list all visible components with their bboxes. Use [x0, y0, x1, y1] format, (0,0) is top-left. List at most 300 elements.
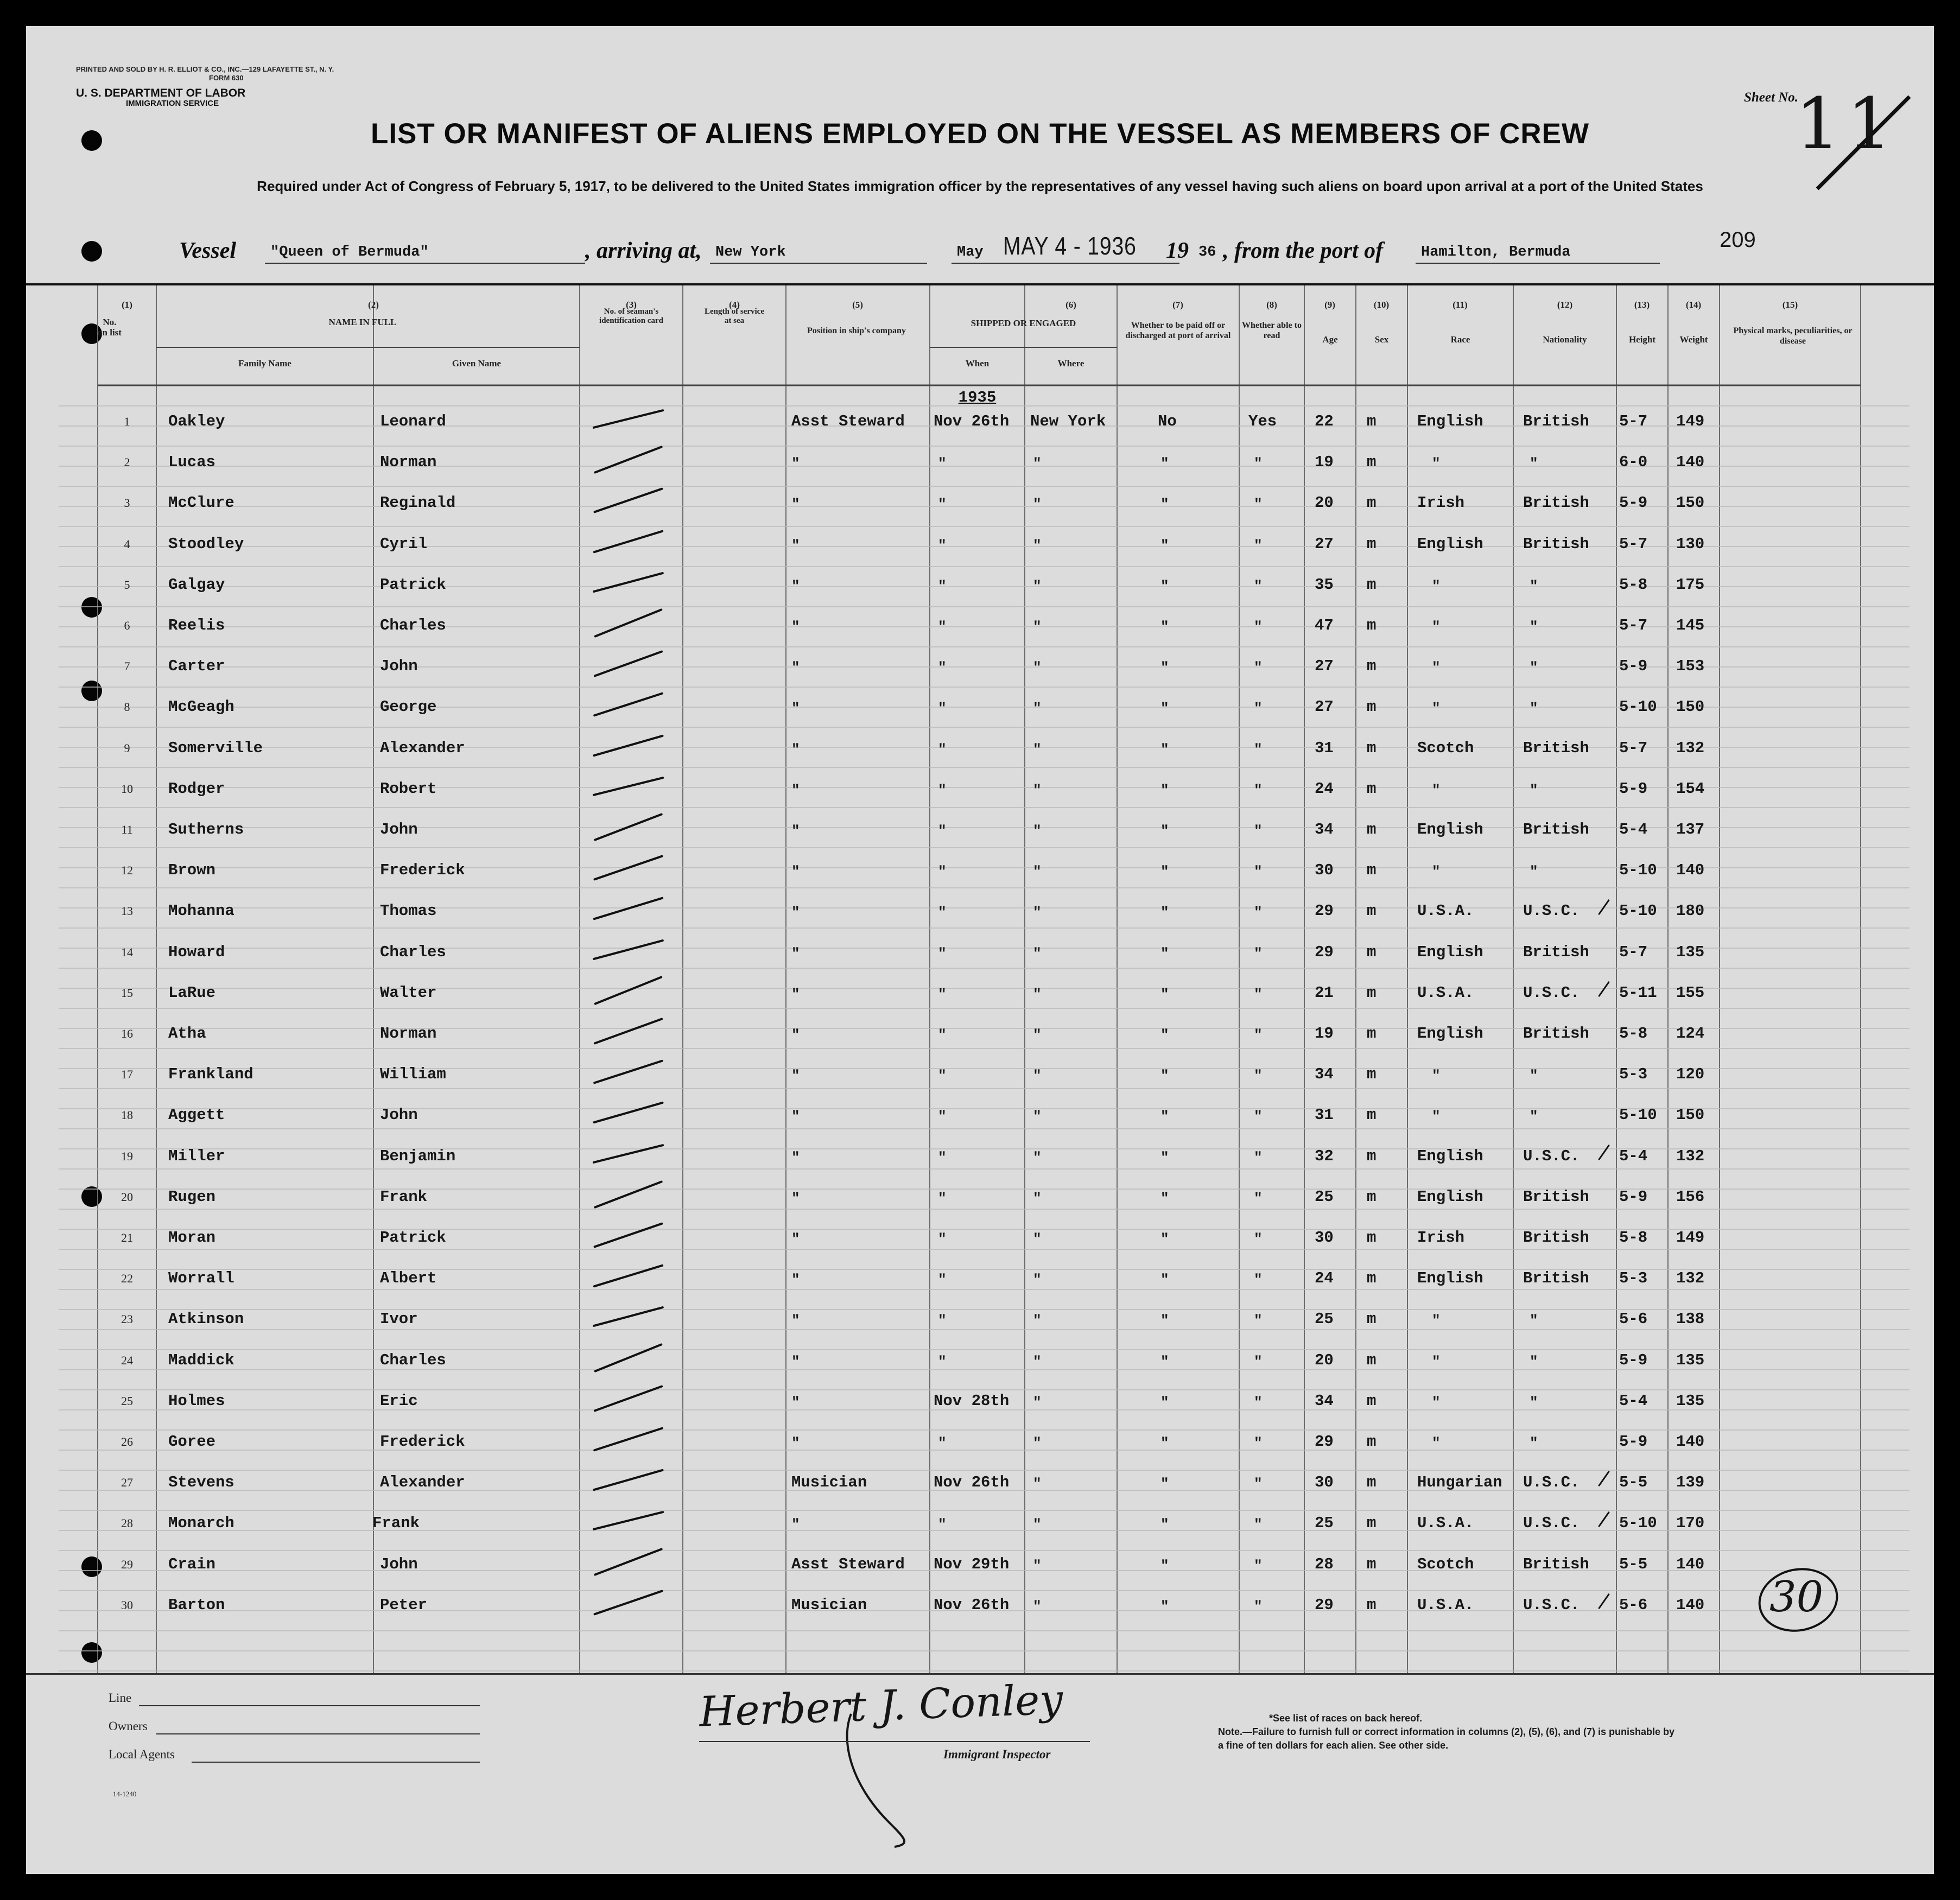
weight-cell: 149 [1676, 1229, 1705, 1247]
race-cell: " [1432, 1394, 1441, 1410]
when-cell: " [938, 1027, 947, 1043]
read-cell: " [1254, 945, 1263, 962]
age-cell: 47 [1315, 617, 1334, 634]
paid-off-cell: " [1160, 1312, 1169, 1329]
weight-cell: 120 [1676, 1065, 1705, 1084]
family-name-cell: LaRue [168, 983, 216, 1002]
family-name-cell: Somerville [168, 739, 263, 757]
height-cell: 5-9 [1619, 494, 1648, 512]
footer-form-code: 14-1240 [113, 1790, 137, 1798]
agents-underline [192, 1762, 480, 1763]
weight-cell: 180 [1676, 902, 1705, 920]
paid-off-cell: " [1160, 1476, 1169, 1492]
when-cell: " [938, 1190, 947, 1206]
sex-cell: m [1367, 1391, 1377, 1410]
paid-off-cell: " [1160, 741, 1169, 758]
when-cell: " [938, 986, 947, 1002]
height-cell: 5-11 [1619, 983, 1657, 1002]
weight-cell: 154 [1676, 779, 1705, 798]
nationality-cell: British [1523, 1025, 1589, 1043]
row-number: 5 [124, 577, 130, 592]
where-cell: " [1033, 1516, 1042, 1533]
agents-label: Local Agents [109, 1748, 175, 1761]
position-cell: " [791, 1394, 800, 1410]
row-number: 12 [121, 863, 133, 878]
col-id-card: No. of seaman's identification card [599, 307, 663, 325]
position-cell: " [791, 823, 800, 839]
when-cell: " [938, 455, 947, 472]
col-race: Race [1450, 334, 1470, 345]
family-name-cell: Galgay [168, 575, 225, 594]
family-name-cell: Oakley [168, 412, 225, 430]
where-cell: " [1033, 619, 1042, 635]
when-cell: " [938, 945, 947, 962]
height-cell: 5-7 [1619, 535, 1648, 553]
position-cell: Asst Steward [791, 412, 905, 430]
where-cell: " [1033, 986, 1042, 1002]
when-cell: " [938, 781, 947, 798]
department-name: U. S. DEPARTMENT OF LABOR [76, 87, 246, 99]
where-cell: " [1033, 1476, 1042, 1492]
nationality-cell: " [1530, 659, 1538, 676]
row-number: 16 [121, 1027, 133, 1040]
read-cell: " [1254, 1557, 1263, 1574]
read-cell: " [1254, 1598, 1263, 1615]
paid-off-cell: " [1160, 781, 1169, 798]
sex-cell: m [1367, 453, 1377, 472]
nationality-cell: British [1523, 821, 1589, 838]
when-cell: Nov 28th [934, 1391, 1010, 1410]
column-number: (10) [1373, 300, 1390, 310]
when-cell: " [938, 619, 947, 635]
height-cell: 5-10 [1619, 1106, 1657, 1124]
age-cell: 31 [1315, 739, 1334, 757]
weight-cell: 132 [1676, 739, 1705, 757]
row-number: 22 [121, 1272, 133, 1286]
position-cell: " [791, 1435, 800, 1451]
nationality-cell: U.S.C. [1523, 1514, 1580, 1533]
race-cell: " [1432, 1312, 1441, 1329]
weight-cell: 150 [1676, 698, 1705, 716]
given-name-cell: Thomas [380, 902, 437, 920]
where-cell: " [1033, 741, 1042, 758]
col-no-on-list: No. on list [98, 317, 122, 338]
family-name-cell: Atkinson [168, 1310, 244, 1329]
nationality-cell: " [1530, 1394, 1538, 1410]
row-number: 11 [121, 823, 133, 836]
paid-off-cell: " [1160, 986, 1169, 1002]
height-cell: 5-7 [1619, 943, 1648, 961]
paid-off-cell: " [1160, 1108, 1169, 1125]
when-cell: " [938, 577, 947, 594]
sex-cell: m [1367, 1351, 1377, 1369]
sex-cell: m [1367, 1310, 1377, 1329]
sex-cell: m [1367, 494, 1377, 512]
family-name-cell: Moran [168, 1229, 216, 1247]
family-name-cell: Carter [168, 657, 225, 676]
arriving-label: , arriving at, [585, 238, 702, 263]
given-name-cell: Benjamin [380, 1147, 456, 1165]
when-cell: " [938, 863, 947, 880]
inspector-signature: Herbert J. Conley [698, 1675, 1064, 1736]
weight-cell: 170 [1676, 1514, 1705, 1533]
row-number: 14 [121, 945, 133, 959]
race-cell: Scotch [1417, 1555, 1474, 1573]
where-cell: " [1033, 863, 1042, 880]
race-cell: Irish [1417, 494, 1465, 512]
paid-off-cell: " [1160, 1435, 1169, 1451]
when-cell: " [938, 823, 947, 839]
races-note: *See list of races on back hereof. [1269, 1713, 1423, 1724]
footer-note [1218, 1712, 1679, 1752]
age-cell: 25 [1315, 1187, 1334, 1206]
age-cell: 29 [1315, 1433, 1334, 1451]
given-name-cell: John [380, 821, 418, 838]
given-name-cell: Frederick [380, 1433, 465, 1451]
position-cell: Asst Steward [791, 1555, 905, 1573]
family-name-cell: Goree [168, 1433, 216, 1451]
where-cell: " [1033, 1557, 1042, 1574]
when-cell: " [938, 904, 947, 921]
family-name-cell: Frankland [168, 1065, 253, 1084]
height-cell: 5-9 [1619, 1433, 1648, 1451]
footer-top-rule [26, 1673, 1934, 1675]
weight-cell: 175 [1676, 575, 1705, 594]
paid-off-cell: " [1160, 1149, 1169, 1166]
given-name-cell: Norman [380, 1025, 437, 1043]
signer-title: Immigrant Inspector [943, 1748, 1051, 1761]
height-cell: 5-3 [1619, 1065, 1648, 1084]
row-number: 6 [124, 619, 130, 632]
total-count: 30 [1769, 1573, 1824, 1622]
row-number: 30 [121, 1598, 133, 1612]
where-cell: " [1033, 1272, 1042, 1288]
sheet-number: 11 [1796, 82, 1899, 165]
race-cell: " [1432, 455, 1441, 472]
sex-cell: m [1367, 1229, 1377, 1247]
nationality-cell: British [1523, 1229, 1589, 1247]
weight-cell: 153 [1676, 657, 1705, 676]
row-number: 3 [124, 496, 130, 510]
when-cell: Nov 26th [934, 1596, 1010, 1614]
vessel-name: "Queen of Bermuda" [270, 244, 429, 260]
read-cell: " [1254, 1190, 1263, 1206]
nationality-cell: " [1530, 1312, 1538, 1329]
race-cell: " [1432, 700, 1441, 717]
race-cell: " [1432, 659, 1441, 676]
age-cell: 24 [1315, 779, 1334, 798]
read-cell: " [1254, 781, 1263, 798]
read-cell: " [1254, 659, 1263, 676]
nationality-cell: British [1523, 412, 1589, 430]
given-name-cell: John [380, 1555, 418, 1573]
row-number: 29 [121, 1557, 133, 1571]
signature-underline [699, 1741, 1090, 1742]
nationality-cell: British [1523, 943, 1589, 961]
column-number: (1) [122, 300, 132, 310]
paid-off-cell: " [1160, 863, 1169, 880]
row-number: 26 [121, 1435, 133, 1448]
nationality-cell: British [1523, 494, 1589, 512]
form-title: LIST OR MANIFEST OF ALIENS EMPLOYED ON THE VESSEL AS MEMBERS OF CREW [370, 118, 1590, 150]
paid-off-cell: " [1160, 619, 1169, 635]
given-name-cell: Albert [380, 1269, 437, 1288]
age-cell: 29 [1315, 943, 1334, 961]
row-number: 2 [124, 455, 130, 469]
row-number: 17 [121, 1067, 133, 1082]
position-cell: " [791, 1027, 800, 1043]
given-name-cell: Charles [380, 617, 446, 634]
paid-off-cell: " [1160, 1557, 1169, 1574]
nationality-cell: " [1530, 577, 1538, 594]
race-cell: U.S.A. [1417, 902, 1474, 920]
where-cell: " [1033, 1598, 1042, 1615]
paid-off-cell: No [1158, 412, 1177, 430]
col-sex: Sex [1374, 334, 1389, 345]
penalty-note: Note.—Failure to furnish full or correct information in columns (2), (5), (6), and (7) is punishable by a fine of ten dollars for each alien. See other side. [1218, 1726, 1675, 1751]
sex-cell: m [1367, 1555, 1377, 1573]
paid-off-cell: " [1160, 904, 1169, 921]
read-cell: " [1254, 537, 1263, 554]
col-height: Height [1628, 334, 1656, 345]
height-cell: 5-7 [1619, 739, 1648, 757]
line-underline [139, 1705, 480, 1706]
family-name-cell: Rugen [168, 1187, 216, 1206]
weight-cell: 150 [1676, 1106, 1705, 1124]
family-name-cell: Lucas [168, 453, 216, 472]
sex-cell: m [1367, 943, 1377, 961]
weight-cell: 140 [1676, 861, 1705, 880]
where-cell: " [1033, 904, 1042, 921]
owners-underline [156, 1733, 480, 1734]
read-cell: Yes [1248, 412, 1277, 430]
sex-cell: m [1367, 1187, 1377, 1206]
position-cell: " [791, 1272, 800, 1288]
where-cell: " [1033, 659, 1042, 676]
height-cell: 5-9 [1619, 779, 1648, 798]
age-cell: 25 [1315, 1310, 1334, 1329]
nationality-cell: " [1530, 781, 1538, 798]
position-cell: " [791, 986, 800, 1002]
age-cell: 31 [1315, 1106, 1334, 1124]
when-cell: Nov 26th [934, 412, 1010, 430]
arrival-year: 36 [1198, 244, 1216, 260]
given-name-cell: Cyril [380, 535, 428, 553]
when-cell: " [938, 1231, 947, 1247]
arrival-month: May [957, 244, 984, 260]
paid-off-cell: " [1160, 496, 1169, 513]
race-cell: " [1432, 577, 1441, 594]
where-cell: New York [1030, 412, 1106, 430]
age-cell: 27 [1315, 535, 1334, 553]
row-number: 25 [121, 1394, 133, 1408]
height-cell: 5-8 [1619, 1025, 1648, 1043]
age-cell: 27 [1315, 698, 1334, 716]
row-number: 13 [121, 904, 133, 918]
where-cell: " [1033, 1394, 1042, 1410]
position-cell: " [791, 1149, 800, 1166]
nationality-cell: British [1523, 739, 1589, 757]
age-cell: 34 [1315, 1065, 1334, 1084]
arrival-port: New York [715, 244, 786, 260]
when-cell: " [938, 1435, 947, 1451]
nationality-cell: U.S.C. [1523, 1473, 1580, 1492]
given-name-cell: William [380, 1065, 446, 1084]
family-name-cell: Reelis [168, 617, 225, 634]
height-cell: 5-4 [1619, 821, 1648, 838]
paid-off-cell: " [1160, 1027, 1169, 1043]
sex-cell: m [1367, 1269, 1377, 1288]
age-cell: 25 [1315, 1514, 1334, 1533]
paid-off-cell: " [1160, 1067, 1169, 1084]
sex-cell: m [1367, 617, 1377, 634]
nationality-cell: British [1523, 1269, 1589, 1288]
weight-cell: 145 [1676, 617, 1705, 634]
read-cell: " [1254, 1516, 1263, 1533]
race-cell: " [1432, 1067, 1441, 1084]
when-cell: " [938, 1108, 947, 1125]
weight-cell: 140 [1676, 453, 1705, 472]
paid-off-cell: " [1160, 537, 1169, 554]
age-cell: 30 [1315, 1229, 1334, 1247]
read-cell: " [1254, 1353, 1263, 1370]
position-cell: " [791, 1067, 800, 1084]
age-cell: 34 [1315, 1391, 1334, 1410]
when-cell: " [938, 1149, 947, 1166]
family-name-cell: Worrall [168, 1269, 234, 1288]
list-number: 209 [1720, 228, 1756, 252]
col-nationality: Nationality [1543, 334, 1587, 345]
nationality-cell: U.S.C. [1523, 902, 1580, 920]
read-cell: " [1254, 863, 1263, 880]
printer-line: PRINTED AND SOLD BY H. R. ELLIOT & CO., INC.—129 LAFAYETTE ST., N. Y. [76, 65, 334, 73]
row-number: 24 [121, 1353, 133, 1367]
nationality-cell: " [1530, 1108, 1538, 1125]
weight-cell: 156 [1676, 1187, 1705, 1206]
col-shipped: SHIPPED OR ENGAGED [971, 318, 1076, 328]
position-cell: " [791, 1312, 800, 1329]
race-cell: English [1417, 412, 1483, 430]
weight-cell: 132 [1676, 1147, 1705, 1165]
height-cell: 5-9 [1619, 1187, 1648, 1206]
paid-off-cell: " [1160, 945, 1169, 962]
read-cell: " [1254, 823, 1263, 839]
where-cell: " [1033, 1149, 1042, 1166]
where-cell: " [1033, 496, 1042, 513]
vessel-label: Vessel [179, 238, 236, 263]
position-cell: " [791, 455, 800, 472]
given-name-cell: Frank [380, 1187, 428, 1206]
race-cell: English [1417, 535, 1483, 553]
weight-cell: 135 [1676, 943, 1705, 961]
age-cell: 30 [1315, 1473, 1334, 1492]
sex-cell: m [1367, 698, 1377, 716]
paid-off-cell: " [1160, 1353, 1169, 1370]
family-name-cell: Atha [168, 1025, 206, 1043]
race-cell: Scotch [1417, 739, 1474, 757]
row-number: 8 [124, 700, 130, 714]
weight-cell: 130 [1676, 535, 1705, 553]
when-cell: " [938, 741, 947, 758]
sex-cell: m [1367, 1025, 1377, 1043]
race-cell: English [1417, 1269, 1483, 1288]
position-cell: " [791, 700, 800, 717]
read-cell: " [1254, 1149, 1263, 1166]
position-cell: Musician [791, 1596, 867, 1614]
age-cell: 32 [1315, 1147, 1334, 1165]
nationality-cell: " [1530, 619, 1538, 635]
column-number: (14) [1685, 300, 1702, 310]
age-cell: 20 [1315, 494, 1334, 512]
nationality-cell: British [1523, 1187, 1589, 1206]
sex-cell: m [1367, 657, 1377, 676]
given-name-cell: Frank [372, 1514, 420, 1533]
col-weight: Weight [1679, 334, 1708, 345]
given-name-cell: Eric [380, 1391, 418, 1410]
age-cell: 20 [1315, 1351, 1334, 1369]
height-cell: 5-9 [1619, 1351, 1648, 1369]
height-cell: 5-5 [1619, 1473, 1648, 1492]
col-where: Where [1057, 358, 1084, 368]
weight-cell: 132 [1676, 1269, 1705, 1288]
height-cell: 5-8 [1619, 575, 1648, 594]
signature-flourish [829, 1708, 938, 1850]
from-port-label: , from the port of [1223, 238, 1384, 263]
when-cell: " [938, 496, 947, 513]
position-cell: " [791, 496, 800, 513]
height-cell: 5-5 [1619, 1555, 1648, 1573]
when-cell: " [938, 700, 947, 717]
given-name-cell: Patrick [380, 1229, 446, 1247]
given-name-cell: Leonard [380, 412, 446, 430]
race-cell: " [1432, 619, 1441, 635]
height-cell: 6-0 [1619, 453, 1648, 472]
where-cell: " [1033, 577, 1042, 594]
weight-cell: 135 [1676, 1391, 1705, 1410]
when-cell: " [938, 1516, 947, 1533]
given-name-cell: Norman [380, 453, 437, 472]
sex-cell: m [1367, 1473, 1377, 1492]
given-name-cell: Ivor [380, 1310, 418, 1329]
age-cell: 19 [1315, 1025, 1334, 1043]
where-cell: " [1033, 537, 1042, 554]
family-name-cell: Howard [168, 943, 225, 961]
family-name-cell: Mohanna [168, 902, 234, 920]
where-cell: " [1033, 1190, 1042, 1206]
read-cell: " [1254, 904, 1263, 921]
age-cell: 21 [1315, 983, 1334, 1002]
nationality-cell: " [1530, 1353, 1538, 1370]
family-name-cell: Aggett [168, 1106, 225, 1124]
age-cell: 29 [1315, 902, 1334, 920]
when-cell: " [938, 659, 947, 676]
position-cell: " [791, 1108, 800, 1125]
position-cell: " [791, 1190, 800, 1206]
paid-off-cell: " [1160, 1394, 1169, 1410]
column-number: (15) [1782, 300, 1798, 310]
given-name-cell: Charles [380, 1351, 446, 1369]
where-cell: " [1033, 1108, 1042, 1125]
position-cell: " [791, 1516, 800, 1533]
column-number: (13) [1634, 300, 1650, 310]
height-cell: 5-8 [1619, 1229, 1648, 1247]
weight-cell: 124 [1676, 1025, 1705, 1043]
race-cell: U.S.A. [1417, 983, 1474, 1002]
position-cell: " [791, 904, 800, 921]
race-cell: U.S.A. [1417, 1596, 1474, 1614]
paid-off-cell: " [1160, 1190, 1169, 1206]
family-name-cell: Holmes [168, 1391, 225, 1410]
